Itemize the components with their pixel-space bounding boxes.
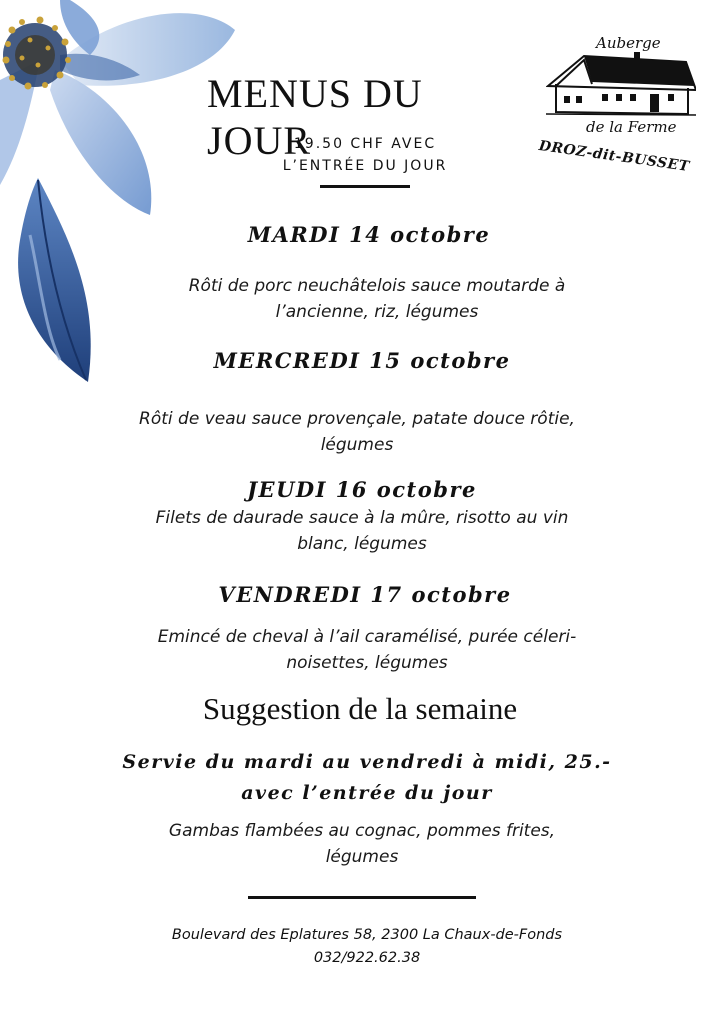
page-title: MENUS DU JOUR: [207, 71, 423, 163]
suggestion-subtitle-line-1: Servie du mardi au vendredi à midi, 25.-: [122, 751, 612, 773]
auberge-logo: [537, 30, 713, 175]
suggestion-title: Suggestion de la semaine: [202, 691, 518, 726]
footer-divider: [248, 896, 476, 899]
dish-vendredi-line-1: Emincé de cheval à l’ail caramélisé, purée céleri-: [157, 627, 577, 647]
farmhouse-icon: [546, 52, 696, 117]
address: Boulevard des Eplatures 58, 2300 La Chaux-de-Fonds: [171, 927, 563, 943]
header-divider: [320, 185, 410, 188]
suggestion-dish-line-1: Gambas flambées au cognac, pommes frites,: [168, 821, 556, 841]
day-heading-jeudi: JEUDI 16 octobre: [247, 477, 477, 502]
logo-text-bottom: DROZ-dit-BUSSET: [537, 138, 691, 175]
logo-text-mid: de la Ferme: [586, 118, 677, 136]
day-heading-mercredi: MERCREDI 15 octobre: [213, 348, 511, 373]
dish-vendredi-line-2: noisettes, légumes: [286, 653, 448, 673]
dish-mercredi-line-2: légumes: [320, 435, 394, 455]
phone-number: 032/922.62.38: [313, 950, 421, 966]
day-heading-vendredi: VENDREDI 17 octobre: [218, 582, 512, 607]
day-heading-mardi: MARDI 14 octobre: [247, 222, 491, 247]
dish-jeudi-line-2: blanc, légumes: [297, 534, 427, 554]
suggestion-subtitle-line-2: avec l’entrée du jour: [241, 782, 493, 804]
suggestion-dish-line-2: légumes: [325, 847, 399, 867]
dish-jeudi-line-1: Filets de daurade sauce à la mûre, risotto au vin: [155, 508, 569, 528]
price-line-2: L’ENTRÉE DU JOUR: [282, 158, 448, 174]
price-line-1: 19.50 CHF AVEC: [293, 136, 437, 152]
dish-mardi-line-2: l’ancienne, riz, légumes: [275, 302, 479, 322]
flower-illustration: [0, 0, 240, 390]
dish-mercredi-line-1: Rôti de veau sauce provençale, patate douce rôtie,: [139, 409, 575, 429]
logo-text-top: Auberge: [596, 34, 661, 52]
dish-mardi-line-1: Rôti de porc neuchâtelois sauce moutarde à: [188, 276, 566, 296]
